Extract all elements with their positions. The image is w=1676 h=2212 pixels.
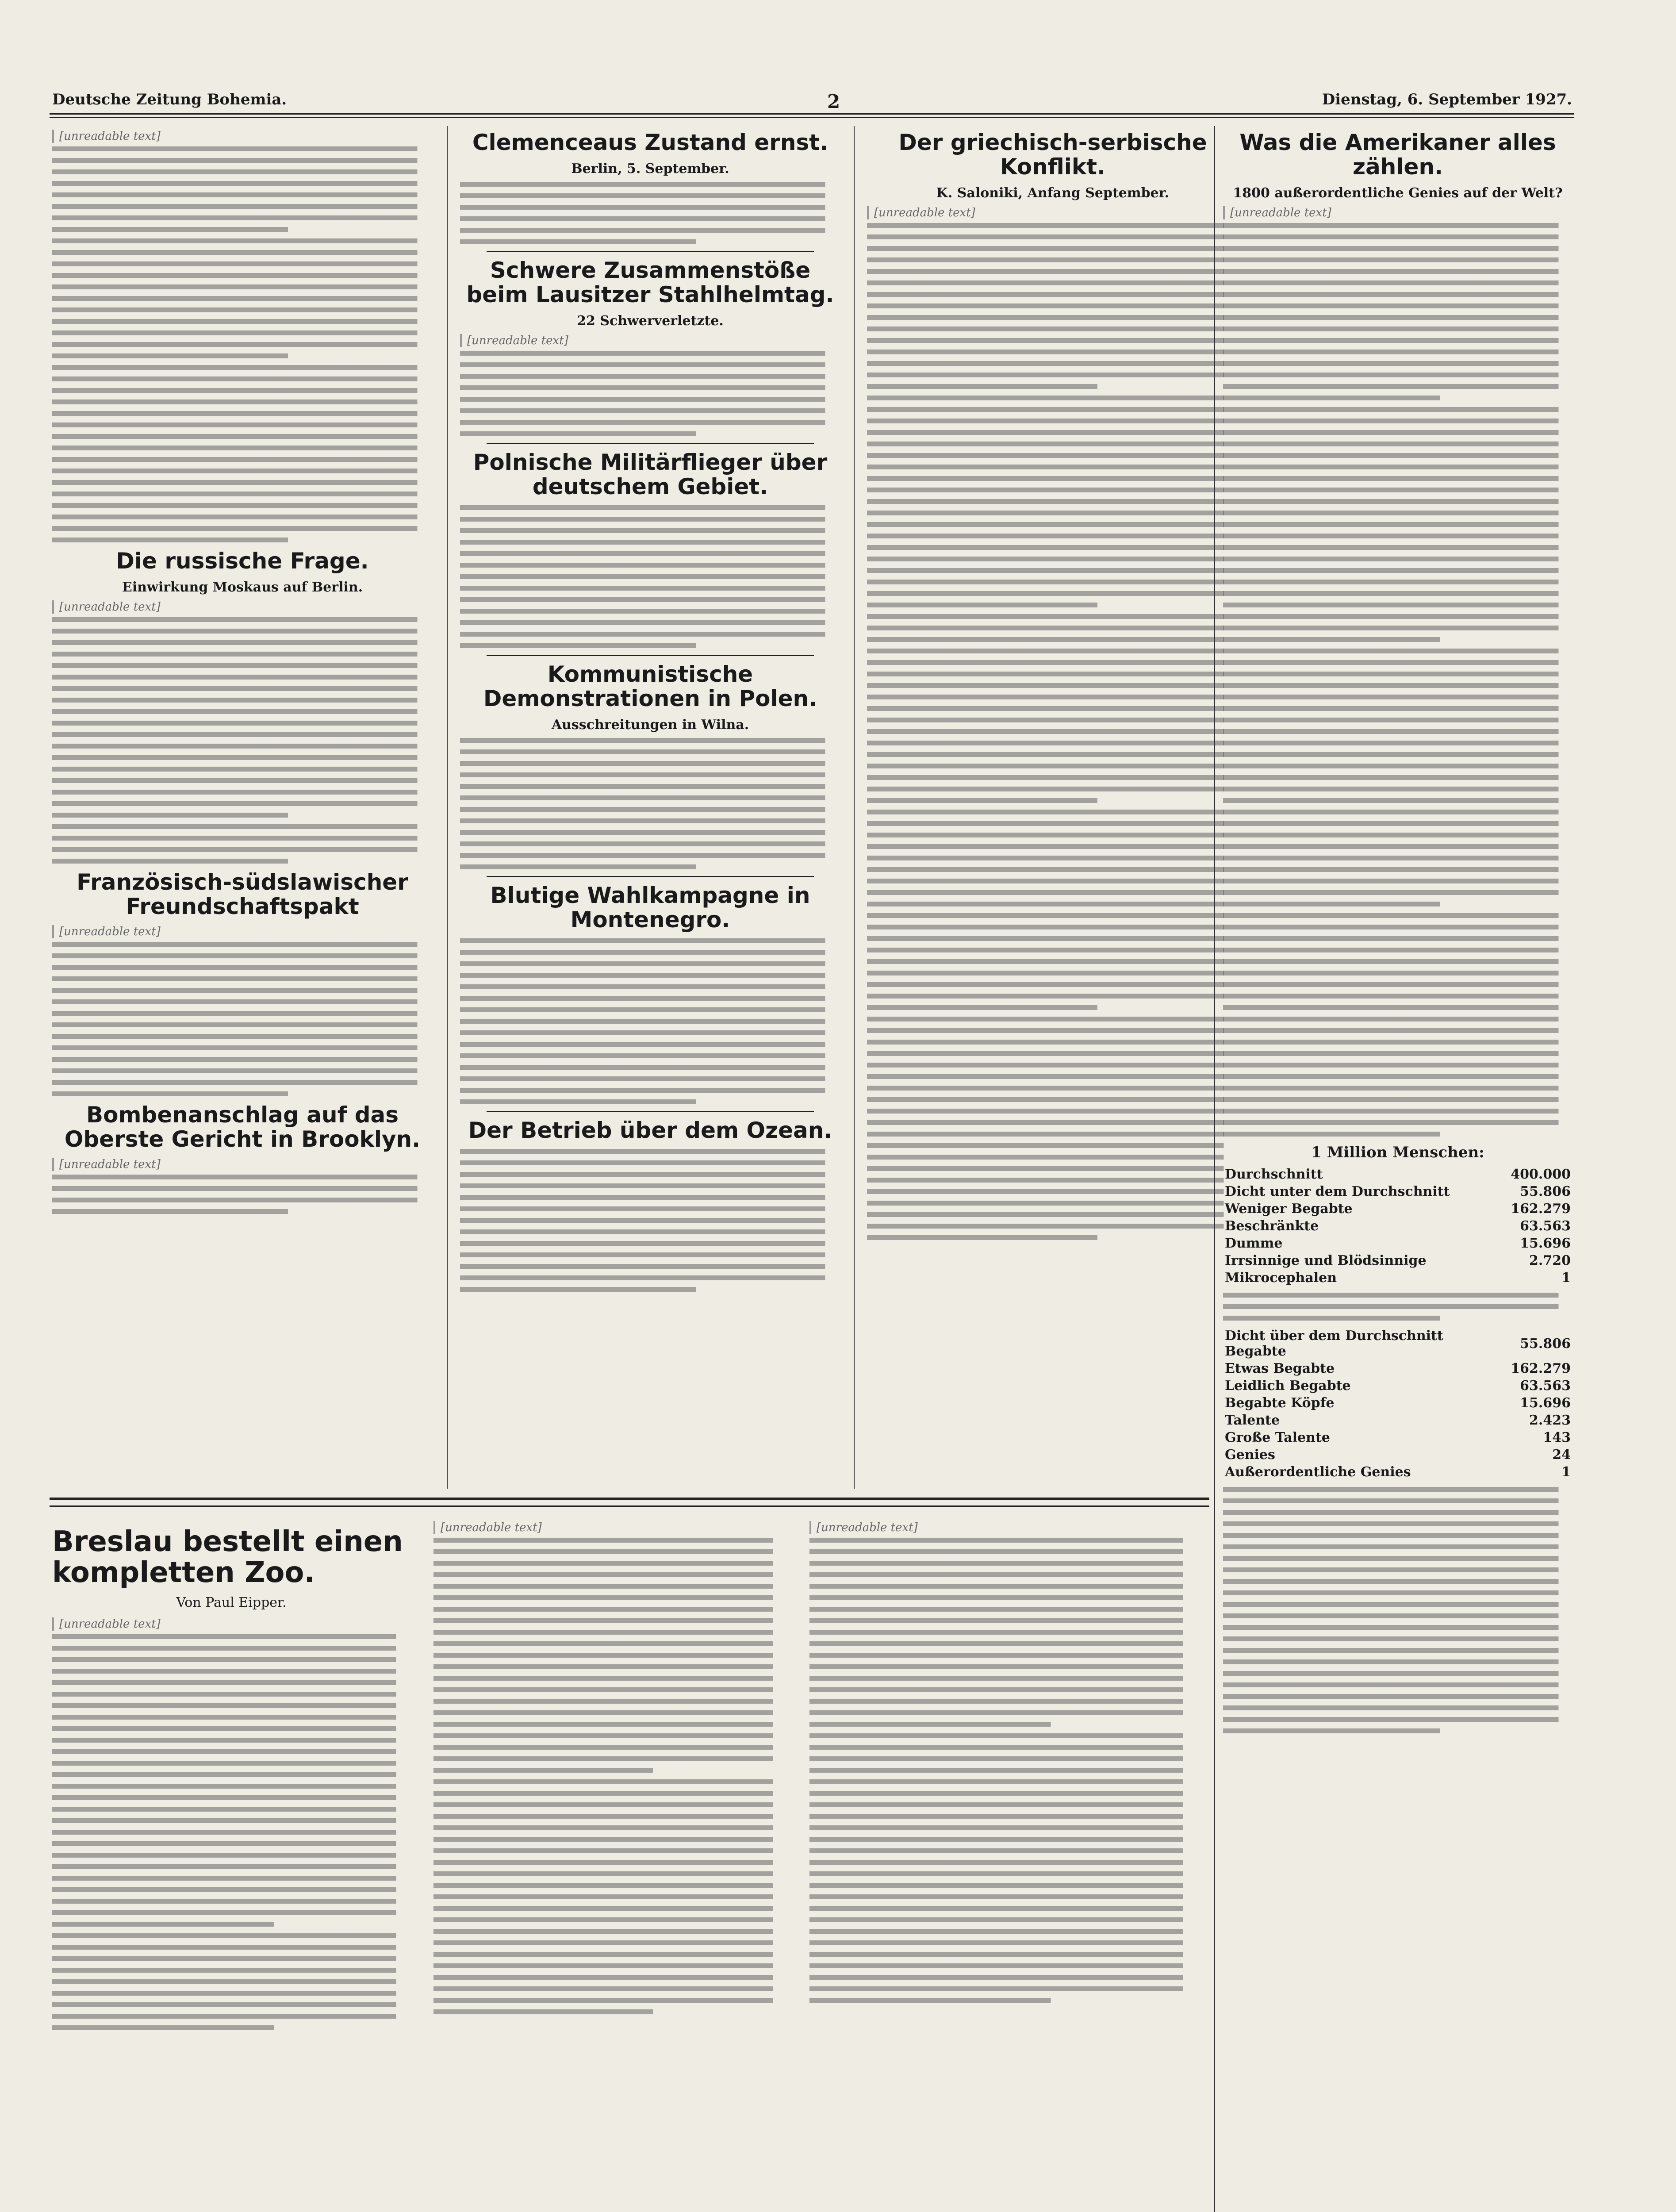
stats-label: Dicht über dem Durchschnitt Begabte: [1225, 1328, 1443, 1359]
illegible-text: [unreadable text]: [433, 1521, 787, 1534]
article-title-lausitz: Schwere Zusammenstöße beim Lausitzer Stahlhelmtag.: [466, 257, 834, 307]
illegible-text: [unreadable text]: [52, 925, 433, 938]
article-title-polish: Polnische Militärflieger über deutschem Gebiet.: [473, 449, 828, 499]
illegible-text: [unreadable text]: [52, 1617, 410, 1631]
stats-value: 1: [1561, 1270, 1571, 1286]
article-title-clemenceau: Clemenceaus Zustand ernst.: [472, 130, 828, 155]
article-title-communist: Kommunistische Demonstrationen in Polen.: [483, 661, 817, 711]
stats-label: Außerordentliche Genies: [1225, 1464, 1411, 1480]
article-subtitle-communist: Ausschreitungen in Wilna.: [551, 717, 749, 733]
section-rule: [50, 1498, 1209, 1507]
stats-value: 63.563: [1520, 1378, 1571, 1394]
stats-label: Etwas Begabte: [1225, 1361, 1335, 1376]
stats-value: 1: [1561, 1464, 1571, 1480]
column-rule: [447, 126, 448, 1489]
article-title-americans: Was die Amerikaner alles zählen.: [1239, 130, 1556, 180]
stats-label: Dicht unter dem Durchschnitt: [1225, 1184, 1450, 1199]
stats-label: Leidlich Begabte: [1225, 1378, 1351, 1394]
article-byline-zoo: Von Paul Eipper.: [176, 1594, 287, 1610]
stats-row: [1223, 1252, 1572, 1269]
stats-value: 400.000: [1511, 1167, 1571, 1182]
stats-row: [1223, 1235, 1572, 1252]
stats-label: Mikrocephalen: [1225, 1270, 1337, 1286]
stats-label: Beschränkte: [1225, 1218, 1319, 1234]
illegible-text: [unreadable text]: [1223, 206, 1572, 219]
stats-label: Begabte Köpfe: [1225, 1395, 1335, 1411]
stats-value: 143: [1543, 1430, 1571, 1445]
stats-label: Große Talente: [1225, 1430, 1330, 1445]
stats-row: [1223, 1269, 1572, 1286]
stats-header: 1 Million Menschen:: [1311, 1144, 1484, 1161]
stats-label: Irrsinnige und Blödsinnige: [1225, 1253, 1427, 1268]
stats-row: [1223, 1327, 1572, 1360]
article-title-zoo: Breslau bestellt einen kompletten Zoo.: [52, 1525, 403, 1590]
illegible-text: [unreadable text]: [460, 334, 840, 347]
masthead-title: Deutsche Zeitung Bohemia.: [52, 91, 287, 108]
article-title-montenegro: Blutige Wahlkampagne in Montenegro.: [490, 883, 810, 933]
article-subtitle-americans: 1800 außerordentliche Genies auf der Welt?: [1233, 185, 1563, 201]
stats-row: [1223, 1446, 1572, 1463]
lower-column-2: [433, 1517, 787, 2212]
column-2: [460, 126, 840, 1486]
lower-column-1: [52, 1517, 410, 2212]
illegible-text: [unreadable text]: [809, 1521, 1199, 1534]
stats-value: 15.696: [1520, 1236, 1571, 1251]
stats-value: 15.696: [1520, 1395, 1571, 1411]
illegible-text: [unreadable text]: [52, 600, 433, 614]
stats-row: [1223, 1200, 1572, 1217]
stats-row: [1223, 1429, 1572, 1446]
stats-table-1: [1223, 1166, 1572, 1286]
article-subtitle-lausitz: 22 Schwerverletzte.: [577, 313, 724, 329]
stats-row: [1223, 1463, 1572, 1481]
stats-table-2: [1223, 1327, 1572, 1481]
stats-value: 162.279: [1511, 1361, 1571, 1376]
article-dateline-greek: K. Saloniki, Anfang September.: [936, 185, 1170, 201]
column-4: [1223, 126, 1572, 2212]
column-1: [52, 126, 433, 1486]
illegible-text: [unreadable text]: [867, 206, 1239, 219]
stats-value: 63.563: [1520, 1218, 1571, 1234]
article-title-bomb: Bombenanschlag auf das Oberste Gericht in Brooklyn.: [64, 1102, 421, 1152]
article-dateline-clemenceau: Berlin, 5. September.: [571, 161, 729, 177]
article-subtitle-russian: Einwirkung Moskaus auf Berlin.: [122, 580, 363, 595]
article-title-french: Französisch-südslawischer Freundschaftspakt: [77, 869, 408, 919]
stats-row: [1223, 1217, 1572, 1235]
stats-value: 24: [1552, 1447, 1571, 1463]
stats-value: 2.423: [1529, 1413, 1571, 1428]
stats-value: 55.806: [1520, 1336, 1571, 1352]
header-rule: [50, 113, 1574, 118]
article-title-greek: Der griechisch-serbische Konflikt.: [898, 130, 1207, 180]
stats-row: [1223, 1360, 1572, 1377]
stats-row: [1223, 1377, 1572, 1394]
page-number: 2: [827, 91, 840, 112]
stats-row: [1223, 1166, 1572, 1183]
stats-row: [1223, 1412, 1572, 1429]
illegible-text: [unreadable text]: [52, 130, 433, 143]
stats-row: [1223, 1394, 1572, 1412]
stats-value: 2.720: [1529, 1253, 1571, 1268]
article-title-russian: Die russische Frage.: [116, 548, 369, 574]
lower-column-3: [809, 1517, 1199, 2212]
column-rule: [854, 126, 855, 1489]
stats-label: Durchschnitt: [1225, 1167, 1323, 1182]
column-3: [867, 126, 1239, 1486]
stats-value: 55.806: [1520, 1184, 1571, 1199]
issue-date: Dienstag, 6. September 1927.: [1322, 91, 1572, 108]
stats-label: Genies: [1225, 1447, 1275, 1463]
stats-label: Talente: [1225, 1413, 1280, 1428]
stats-row: [1223, 1183, 1572, 1200]
article-title-ocean: Der Betrieb über dem Ozean.: [468, 1118, 832, 1143]
illegible-text: [unreadable text]: [52, 1158, 433, 1171]
stats-value: 162.279: [1511, 1201, 1571, 1217]
stats-label: Dumme: [1225, 1236, 1283, 1251]
stats-label: Weniger Begabte: [1225, 1201, 1353, 1217]
